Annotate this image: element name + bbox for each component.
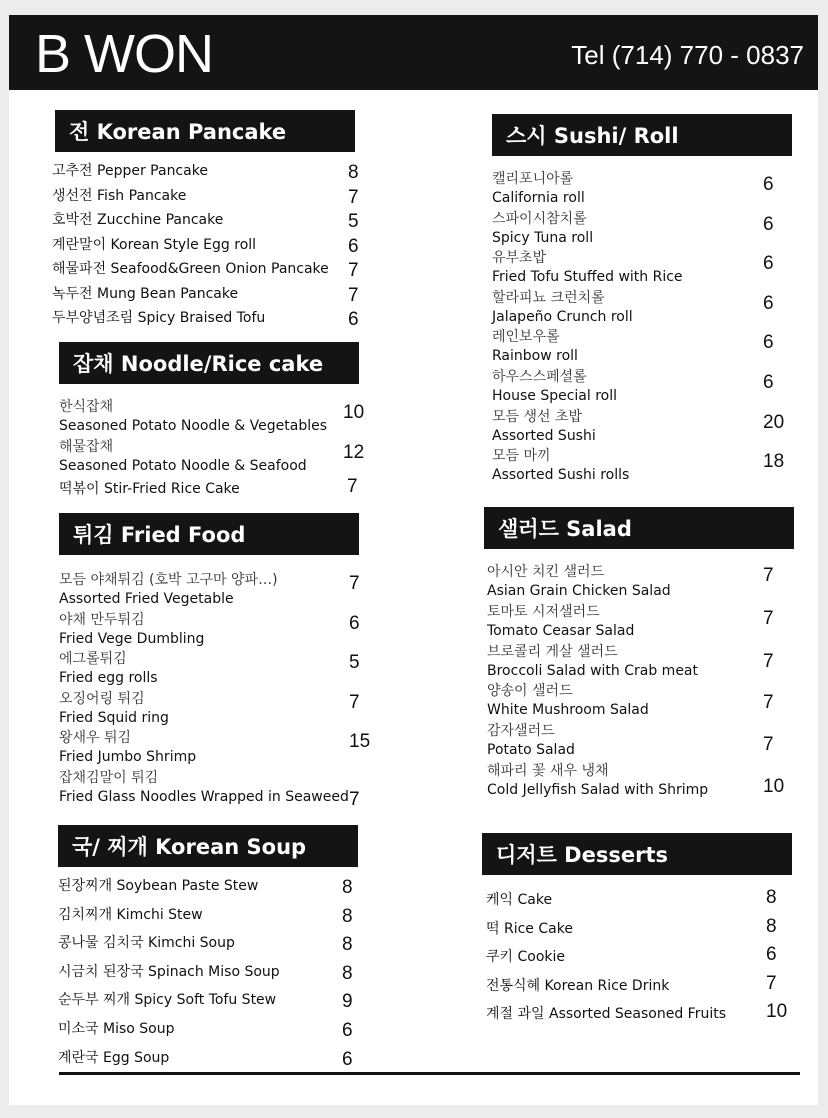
- menu-item: 계란말이 Korean Style Egg roll 6: [52, 235, 359, 257]
- menu-item: 모듬 야채튀김 (호박 고구마 양파…) Assorted Fried Vegetable 7: [59, 572, 360, 607]
- section-title: 디저트 Desserts: [482, 833, 792, 875]
- section-salad: [484, 507, 804, 802]
- menu-item: 할라피뇨 크런치롤 Jalapeño Crunch roll 6: [492, 289, 774, 325]
- menu-item: 해파리 꽃 새우 냉채 Cold Jellyfish Salad with Shrimp 10: [487, 762, 785, 798]
- section-korean-soup: [58, 825, 378, 1077]
- menu-item: 아시안 치킨 샐러드 Asian Grain Chicken Salad 7: [487, 564, 774, 599]
- menu-item: 오징어링 튀김 Fried Squid ring 7: [59, 690, 360, 726]
- menu-item: 떡 Rice Cake 8: [486, 915, 777, 937]
- menu-item: 캘리포니아롤 California roll 6: [492, 171, 774, 206]
- menu-page: [9, 15, 818, 1105]
- section-title: 잡채 Noodle/Rice cake: [59, 342, 359, 384]
- menu-item: 잡채김말이 튀김 Fried Glass Noodles Wrapped in Seaweed 7: [59, 769, 360, 810]
- menu-item: 양송이 샐러드 White Mushroom Salad 7: [487, 683, 774, 719]
- menu-item: 시금치 된장국 Spinach Miso Soup 8: [58, 962, 353, 984]
- section-title: 튀김 Fried Food: [59, 513, 359, 555]
- menu-item: 모듬 생선 초밥 Assorted Sushi 20: [492, 408, 785, 444]
- menu-item: 레인보우롤 Rainbow roll 6: [492, 329, 774, 365]
- section-title: 전 Korean Pancake: [55, 110, 355, 152]
- menu-item: 브로콜리 게살 샐러드 Broccoli Salad with Crab meat 7: [487, 643, 774, 679]
- header-bar: [9, 15, 818, 90]
- menu-item: 해물잡채 Seasoned Potato Noodle & Seafood 12: [59, 439, 365, 474]
- menu-item: 순두부 찌개 Spicy Soft Tofu Stew 9: [58, 991, 353, 1013]
- menu-item: 호박전 Zucchine Pancake 5: [52, 211, 359, 232]
- menu-item: 감자샐러드 Potato Salad 7: [487, 723, 774, 759]
- phone-number: Tel (714) 770 - 0837: [571, 40, 804, 70]
- menu-item: 스파이시참치롤 Spicy Tuna roll 6: [492, 210, 774, 246]
- menu-item: 토마토 시저샐러드 Tomato Ceasar Salad 7: [487, 603, 774, 639]
- section-sushi-roll: [492, 114, 802, 487]
- menu-item: 계절 과일 Assorted Seasoned Fruits 10: [486, 1001, 788, 1023]
- menu-item: 유부초밥 Fried Tofu Stuffed with Rice 6: [492, 250, 774, 286]
- menu-item: 왕새우 튀김 Fried Jumbo Shrimp 15: [59, 730, 371, 766]
- section-korean-pancake: [52, 110, 375, 334]
- menu-item: 전통식혜 Korean Rice Drink 7: [486, 972, 777, 994]
- section-title: 국/ 찌개 Korean Soup: [58, 825, 358, 867]
- restaurant-name: B WON: [35, 24, 213, 84]
- section-title: 스시 Sushi/ Roll: [492, 114, 792, 156]
- menu-item: 두부양념조림 Spicy Braised Tofu 6: [52, 309, 359, 330]
- section-desserts: [482, 833, 802, 1034]
- menu-item: 김치찌개 Kimchi Stew 8: [58, 905, 353, 927]
- menu-item: 고추전 Pepper Pancake 8: [52, 162, 359, 183]
- menu-item: 미소국 Miso Soup 6: [58, 1019, 353, 1041]
- menu-item: 케익 Cake 8: [486, 887, 777, 908]
- menu-item: 생선전 Fish Pancake 7: [52, 186, 359, 208]
- menu-item: 된장찌개 Soybean Paste Stew 8: [58, 877, 353, 898]
- menu-item: 녹두전 Mung Bean Pancake 7: [52, 284, 359, 306]
- menu-item: 모듬 마끼 Assorted Sushi rolls 18: [492, 448, 785, 484]
- menu-item: 떡볶이 Stir-Fried Rice Cake 7: [59, 476, 358, 497]
- menu-item: 콩나물 김치국 Kimchi Soup 8: [58, 934, 353, 956]
- section-fried-food: [59, 513, 379, 809]
- menu-item: 해물파전 Seafood&Green Onion Pancake 7: [52, 260, 359, 281]
- menu-item: 한식잡채 Seasoned Potato Noodle & Vegetables 10: [59, 399, 365, 434]
- menu-item: 하우스스페셜롤 House Special roll 6: [492, 368, 774, 404]
- menu-item: 계란국 Egg Soup 6: [58, 1048, 353, 1070]
- menu-item: 쿠키 Cookie 6: [486, 944, 777, 966]
- bottom-divider: [59, 1072, 800, 1075]
- menu-item: 에그롤튀김 Fried egg rolls 5: [59, 651, 360, 687]
- section-noodle-rice-cake: [59, 342, 379, 502]
- section-title: 샐러드 Salad: [484, 507, 794, 549]
- menu-item: 야채 만두튀김 Fried Vege Dumbling 6: [59, 611, 360, 647]
